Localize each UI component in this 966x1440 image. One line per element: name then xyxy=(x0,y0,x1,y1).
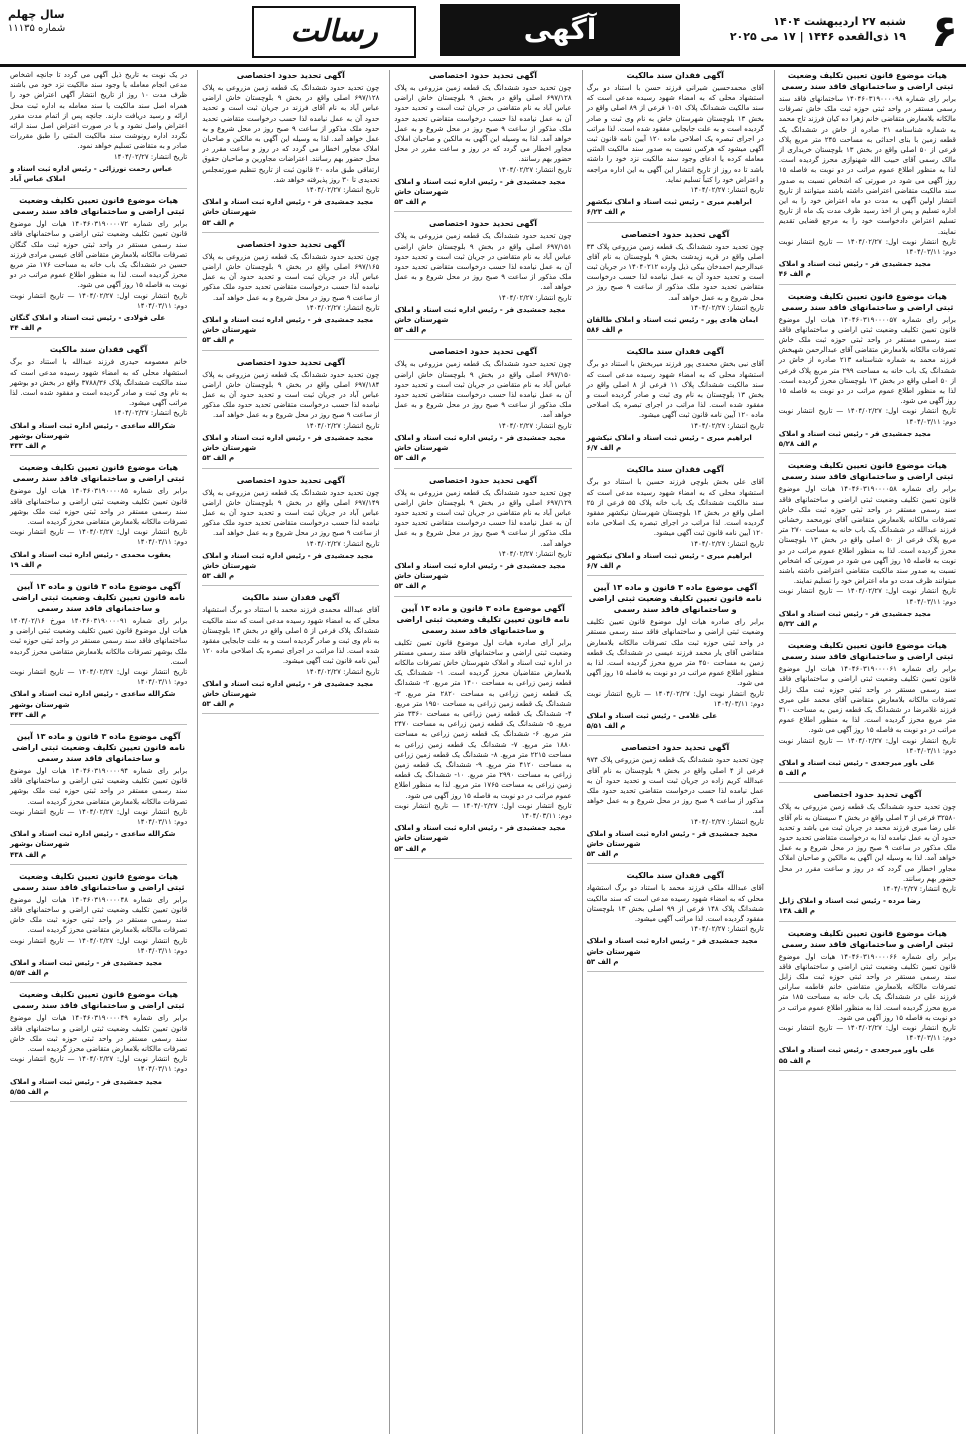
notice-title: هیات موضوع قانون تعیین تکلیف وضعیت ثبتی اراضی و ساختمانهای فاقد سند رسمی xyxy=(781,291,954,312)
notice-dates: تاریخ انتشار نوبت اول: ۱۴۰۴/۰۲/۲۷ — تاریخ انتشار نوبت دوم: ۱۴۰۴/۰۳/۱۱ xyxy=(9,291,188,310)
legal-notice xyxy=(202,239,379,351)
notice-signature: عباس رحمت نورزائی - رئیس اداره ثبت اسناد و املاک عباس آباد xyxy=(9,164,173,184)
notice-title: آگهی فقدان سند مالکیت xyxy=(49,345,148,355)
notice-title: هیات موضوع قانون تعیین تکلیف وضعیت ثبتی اراضی و ساختمانهای فاقد سند رسمی xyxy=(781,71,954,91)
notice-body: چون تحدید حدود ششدانگ یک قطعه زمین مزروعی به پلاک ۶۹۷/۱۲۸ اصلی واقع در بخش ۹ بلوچستان خاش اراضی عباس آباد به نام متقاضی در جریان ثبت است و تحدید حدود آن به عمل نیامده لذا حسب درخواست متقاضی تحدید حدود ملک مذکور از ساعت ۹ صبح روز در محل شروع و به عمل خواهد آمد. لذا به وسیله این آگهی به مالکین و صاحبان املاک مجاور اخطار می گردد که در روز و ساعت مقرر در محل حضور بهم رسانند. xyxy=(394,84,572,164)
notice-ref: م الف ۵۸۶ xyxy=(586,326,623,335)
notice-dates: تاریخ انتشار نوبت اول: ۱۴۰۴/۰۲/۲۷ — تاریخ انتشار نوبت دوم: ۱۴۰۴/۰۳/۱۱ xyxy=(9,1055,188,1074)
notice-body: برابر رای صادره هیات اول موضوع قانون تعیین تکلیف وضعیت ثبتی اراضی و ساختمانهای فاقد سند رسمی مستقر در واحد ثبتی حوزه ثبت ملک تصرفات مالکانه بلامعارض متقاضی آقای یار محمد فرزند عیسی در ششدانگ یک قطعه زمین به مساحت ۴۵۰ متر مربع محرز گردیده است. لذا به منظور اطلاع عموم مراتب در دو نوبت به فاصله ۱۵ روز آگهی می شود. xyxy=(586,618,764,688)
notice-ref: م الف ۵ xyxy=(778,769,807,778)
notice-dates: تاریخ انتشار: ۱۴۰۴/۰۲/۲۷ xyxy=(113,409,188,418)
notice-signature: مجید جمشیدی فر - رئیس اداره ثبت اسناد و املاک شهرستان خاش xyxy=(202,433,374,453)
date-persian: شنبه ۲۷ اردیبهشت ۱۴۰۴ xyxy=(773,15,906,28)
notice-title: آگهی تحدید حدود اختصاصی xyxy=(621,229,730,239)
legal-notice xyxy=(10,344,187,456)
legal-notice xyxy=(587,70,764,223)
legal-notice xyxy=(779,640,956,783)
legal-notice xyxy=(10,70,187,189)
notice-signature: ابراهیم میری - رئیس ثبت اسناد و املاک نیکشهر xyxy=(586,551,752,560)
notice-signature: مجید جمشیدی فر - رئیس اداره ثبت اسناد و املاک شهرستان خاش xyxy=(202,551,374,570)
legal-notice xyxy=(779,460,956,634)
notice-dates: تاریخ انتشار نوبت اول: ۱۴۰۴/۰۲/۲۷ — تاریخ انتشار نوبت دوم: ۱۴۰۴/۰۳/۱۱ xyxy=(9,667,188,687)
notice-body: برابر رای شماره ۱۴۰۴۶۰۳۱۹۰۰۰۰۵۷ هیات اول موضوع قانون تعیین تکلیف وضعیت ثبتی اراضی و ساختمانهای فاقد سند رسمی مستقر در واحد ثبتی حوزه ثبت ملک خاش تصرفات مالکانه بلامعارض متقاضی آقای عبدالرحمن شهبخش فرزند محمد به شماره شناسنامه ۲۱۳ صادره از خاش در ششدانگ یک باب خانه به مساحت ۲۹۹ متر مربع پلاک فرعی از ۵۰ اصلی واقع در بخش ۱۳ بلوچستان محرز گردیده است. لذا به منظور اطلاع عموم مراتب در دو نوبت به فاصله ۱۵ روز آگهی می شود. xyxy=(778,315,957,406)
notice-dates: تاریخ انتشار نوبت اول: ۱۴۰۴/۰۲/۲۷ — تاریخ انتشار نوبت دوم: ۱۴۰۴/۰۳/۱۱ xyxy=(778,736,957,755)
notice-signature: مجید جمشیدی فر - رئیس اداره ثبت اسناد و املاک شهرستان خاش xyxy=(394,824,566,843)
legal-notice xyxy=(202,592,379,714)
notice-ref: م الف ۵۳ xyxy=(202,572,235,581)
notice-signature: مجید جمشیدی فر - رئیس ثبت اسناد و املاک xyxy=(778,260,931,269)
notice-title: آگهی موضوع ماده ۳ قانون و ماده ۱۳ آیین نامه قانون تعیین تکلیف وضعیت ثبتی اراضی و ساختمانهای فاقد سند رسمی xyxy=(588,583,762,615)
notice-signature: یعقوب محمدی - رئیس اداره ثبت اسناد و املاک xyxy=(9,550,171,559)
notice-ref: م الف ۵/۳۲ xyxy=(778,619,818,628)
notice-body: برابر رای شماره ۱۴۰۴۶۰۳۱۹۰۰۰۰۹۱ مورخ ۱۴۰۴/۰۲/۱۶ هیات اول موضوع قانون تعیین تکلیف وضعیت ثبتی اراضی و ساختمانهای فاقد سند رسمی مستقر در واحد ثبتی حوزه ثبت ملک بوشهر تصرفات مالکانه بلامعارض متقاضی محرز گردیده است. xyxy=(9,616,188,666)
notice-dates: تاریخ انتشار: ۱۴۰۴/۰۲/۲۷ xyxy=(690,817,764,826)
date-other: ۱۹ ذی‌القعده ۱۴۴۶ | ۱۷ می ۲۰۲۵ xyxy=(729,30,906,43)
notice-title: آگهی تحدید حدود اختصاصی xyxy=(236,475,345,485)
notice-ref: م الف ۴۳۳ xyxy=(9,442,47,451)
notice-body: آقای نبی بخش محمدی پور فرزند میربخش با استناد دو برگ استشهاد محلی که به امضاء شهود رسیده مدعی است که سند مالکیت ششدانگ پلاک ۱۱ فرعی از ۸ اصلی واقع در بخش ۱۳ بلوچستان به نام وی ثبت و صادر گردیده است و مفقود شده است. لذا مراتب در اجرای تبصره یک اصلاحی ماده ۱۲۰ آیین نامه قانون ثبت آگهی میشود. xyxy=(586,360,764,420)
issue-info xyxy=(8,8,65,36)
notice-signature: مجید جمشیدی فر - رئیس اداره ثبت اسناد و املاک شهرستان خاش xyxy=(394,177,566,197)
legal-notice xyxy=(587,742,764,864)
notice-ref: م الف ۵۳ xyxy=(202,454,235,463)
notice-title: آگهی تحدید حدود اختصاصی xyxy=(621,743,730,753)
notice-ref: م الف ۵۳ xyxy=(202,218,235,227)
notice-title: آگهی فقدان سند مالکیت xyxy=(242,593,340,603)
notice-ref: م الف ۵۳ xyxy=(394,844,427,853)
notice-title: آگهی تحدید حدود اختصاصی xyxy=(236,71,345,80)
newspaper-logo: رسالت xyxy=(252,6,416,58)
notice-dates: تاریخ انتشار: ۱۴۰۴/۰۲/۲۷ xyxy=(498,549,572,558)
notice-column xyxy=(197,70,383,1434)
notice-ref: م الف ۴۴۳ xyxy=(9,710,47,719)
legal-notice xyxy=(10,462,187,575)
notice-ref: م الف ۴۳۸ xyxy=(9,850,47,859)
legal-notice xyxy=(10,195,187,338)
notice-signature: علی یاور میرجعدی - رئیس ثبت اسناد و املاک xyxy=(778,1046,935,1055)
notice-body: چون تحدید حدود ششدانگ یک قطعه زمین مزروعی به پلاک ۳۲۵۸۰ فرعی از ۳ اصلی واقع در بخش ۳ سیستان به نام آقای علی رضا میری فرزند محمد در جریان ثبت می باشد و تحدید حدود آن به عمل نیامده لذا به درخواست متقاضی تحدید حدود ملک مذکور در ساعت ۹ صبح روز در محل شروع و به عمل خواهد آمد. لذا به وسیله این آگهی به مالکین و صاحبان املاک مجاور اخطار می گردد که در روز و ساعت مقرر در محل حضور بهم رسانند. xyxy=(778,803,956,883)
notice-body: برابر رای شماره ۱۴۰۴۶۰۳۱۹۰۰۰۰۴۹ هیات اول موضوع قانون تعیین تکلیف وضعیت ثبتی اراضی و ساختمانهای فاقد سند رسمی مستقر در واحد ثبتی حوزه ثبت ملک خاش تصرفات مالکانه بلامعارض متقاضی محرز گردیده است. xyxy=(9,1014,188,1054)
notice-columns xyxy=(6,70,960,1434)
notice-ref: م الف ۵۳ xyxy=(394,454,427,463)
notice-dates: تاریخ انتشار: ۱۴۰۴/۰۲/۲۷ xyxy=(690,539,764,548)
legal-notice xyxy=(202,70,379,233)
notice-body: برابر رای شماره ۱۴۰۴۶۰۳۱۹۰۰۰۰۵۸ هیات اول موضوع قانون تعیین تکلیف وضعیت ثبتی اراضی و ساختمانهای فاقد سند رسمی مستقر در واحد ثبتی حوزه ثبت ملک خاش تصرفات مالکانه بلامعارض متقاضی آقای نورمحمد رخشانی فرزند عبدالله در ششدانگ یک باب خانه به مساحت ۲۷۰ متر مربع پلاک فرعی از ۵۰ اصلی واقع در بخش ۱۳ بلوچستان محرز گردیده است. لذا به منظور اطلاع عموم مراتب در دو نوبت به فاصله ۱۵ روز آگهی می شود در صورتی که اشخاص نسبت به صدور سند مالکیت متقاضی اعتراضی داشته باشند میتوانند ظرف مدت دو ماه اعتراض خود را تسلیم نمایند. xyxy=(778,485,956,586)
notice-ref: م الف ۶/۷ xyxy=(586,561,622,570)
notice-signature: علی غلامی - رئیس ثبت اسناد و املاک xyxy=(586,711,718,720)
legal-notice xyxy=(394,603,571,859)
notice-body: آقای علی بخش بلوچی فرزند حسین با استناد دو برگ استشهاد محلی که به امضاء شهود رسیده مدعی است که سند مالکیت ششدانگ یک باب خانه پلاک ۵۵ فرعی از ۲۵ اصلی واقع در بخش ۱۳ بلوچستان شهرستان نیکشهر مفقود گردیده است. لذا مراتب در اجرای تبصره یک اصلاحی ماده ۱۲۰ آیین نامه قانون ثبت آگهی میشود. xyxy=(586,478,764,538)
legal-notice xyxy=(10,581,187,725)
header-dates xyxy=(730,14,906,44)
notice-dates: تاریخ انتشار: ۱۴۰۴/۰۲/۲۷ xyxy=(690,303,764,312)
legal-notice xyxy=(394,475,571,597)
notice-dates: تاریخ انتشار: ۱۴۰۴/۰۲/۲۷ xyxy=(498,293,572,302)
notice-title: هیات موضوع قانون تعیین تکلیف وضعیت ثبتی اراضی و ساختمانهای فاقد سند رسمی xyxy=(781,461,954,482)
legal-notice xyxy=(10,731,187,865)
notice-signature: ابراهیم میری - رئیس ثبت اسناد و املاک نیکشهر xyxy=(586,433,752,442)
notice-signature: ایمان هادی پور - رئیس ثبت اسناد و املاک طالقان xyxy=(586,316,759,325)
notice-dates: تاریخ انتشار نوبت اول: ۱۴۰۴/۰۲/۲۷ — تاریخ انتشار نوبت دوم: ۱۴۰۴/۰۳/۱۱ xyxy=(9,807,188,826)
notice-body: چون تحدید حدود ششدانگ یک قطعه زمین مزروعی به پلاک ۶۹۷/۱۲۸ اصلی واقع در بخش ۹ بلوچستان خاش اراضی عباس آباد به نام آقای فرزند در جریان ثبت است و تحدید حدود آن به عمل نیامده لذا حسب درخواست متقاضی تحدید حدود ملک مذکور از ساعت ۹ صبح روز در محل شروع و به عمل خواهد آمد. لذا به وسیله این آگهی به مالکین و صاحبان املاک مجاور اخطار می گردد که در روز و ساعت مقرر در محل حضور بهم رسانند. اعتراضات مجاورین و صاحبان حقوق ارتفاقی طبق ماده ۲۰ قانون ثبت از تاریخ تنظیم صورتمجلس تحدیدی تا ۳۰ روز پذیرفته خواهد شد. xyxy=(202,84,380,184)
notice-ref: م الف ۵/۵۴ xyxy=(9,969,49,978)
notice-ref: م الف ۵۵ xyxy=(778,1056,811,1065)
notice-signature: مجید جمشیدی فر - رئیس اداره ثبت اسناد و املاک شهرستان خاش xyxy=(394,561,566,581)
notice-dates: تاریخ انتشار: ۱۴۰۴/۰۲/۲۷ xyxy=(498,165,572,174)
notice-body: چون تحدید حدود ششدانگ یک قطعه زمین مزروعی به پلاک ۶۹۷/۱۸۴ اصلی واقع در بخش ۹ بلوچستان خاش اراضی عباس آباد در جریان ثبت است و تحدید حدود آن به عمل نیامده لذا حسب درخواست متقاضی تحدید حدود ملک مذکور از ساعت ۹ صبح روز در محل شروع و به عمل خواهد آمد. xyxy=(202,370,380,420)
notice-ref: م الف ۵۳ xyxy=(394,198,427,207)
notice-dates: تاریخ انتشار: ۱۴۰۴/۰۲/۲۷ xyxy=(306,303,380,312)
notice-dates: تاریخ انتشار: ۱۴۰۴/۰۲/۲۷ xyxy=(306,539,380,548)
legal-notice xyxy=(779,70,956,285)
notice-title: آگهی تحدید حدود اختصاصی xyxy=(236,239,345,249)
notice-dates: تاریخ انتشار نوبت اول: ۱۴۰۴/۰۲/۲۷ — تاریخ انتشار نوبت دوم: ۱۴۰۴/۰۳/۱۱ xyxy=(586,689,764,708)
notice-dates: تاریخ انتشار نوبت اول: ۱۴۰۴/۰۲/۲۷ — تاریخ انتشار نوبت دوم: ۱۴۰۴/۰۳/۱۱ xyxy=(778,587,957,606)
legal-notice xyxy=(202,357,379,469)
notice-signature: مجید جمشیدی فر - رئیس ثبت اسناد و املاک xyxy=(9,959,163,967)
legal-notice xyxy=(779,291,956,455)
notice-dates: تاریخ انتشار نوبت اول: ۱۴۰۴/۰۲/۲۷ — تاریخ انتشار نوبت دوم: ۱۴۰۴/۰۳/۱۱ xyxy=(778,237,957,257)
notice-ref: م الف ۶/۷ xyxy=(586,444,622,453)
notice-body: چون تحدید حدود ششدانگ یک قطعه زمین مزروعی به پلاک ۶۹۷/۱۵۱ اصلی واقع در بخش ۹ بلوچستان خاش اراضی عباس آباد به نام متقاضی در جریان ثبت است و تحدید حدود آن به عمل نیامده لذا حسب درخواست متقاضی تحدید حدود ملک مذکور از ساعت ۹ صبح روز در محل شروع و به عمل خواهد آمد. xyxy=(394,232,572,292)
notice-title: آگهی موضوع ماده ۳ قانون و ماده ۱۳ آیین نامه قانون تعیین تکلیف وضعیت ثبتی اراضی و ساختمانهای فاقد سند رسمی xyxy=(12,731,186,763)
notice-dates: تاریخ انتشار: ۱۴۰۴/۰۲/۲۷ xyxy=(690,186,764,195)
notice-ref: م الف ۶/۲۳ xyxy=(586,208,626,217)
notice-signature: مجید جمشیدی فر - رئیس اداره ثبت اسناد و املاک شهرستان خاش xyxy=(586,937,758,956)
notice-column xyxy=(582,70,768,1434)
notice-title: هیات موضوع قانون تعیین تکلیف وضعیت ثبتی اراضی و ساختمانهای فاقد سند رسمی xyxy=(12,463,185,484)
notice-dates: تاریخ انتشار نوبت اول: ۱۴۰۴/۰۲/۲۷ — تاریخ انتشار نوبت دوم: ۱۴۰۴/۰۳/۱۱ xyxy=(778,407,957,426)
notice-column xyxy=(774,70,960,1434)
notice-body: برابر رای شماره ۱۴۰۴۶۰۳۱۹۰۰۰۰۸۵ هیات اول موضوع قانون تعیین تکلیف وضعیت ثبتی اراضی و ساختمانهای فاقد سند رسمی مستقر در واحد ثبتی حوزه ثبت ملک بوشهر تصرفات مالکانه بلامعارض متقاضی محرز گردیده است. xyxy=(9,487,188,526)
notice-dates: تاریخ انتشار: ۱۴۰۴/۰۲/۲۷ xyxy=(306,186,380,195)
notice-body: آقای عبدالله ملکی فرزند محمد با استناد دو برگ استشهاد محلی که به امضاء شهود رسیده مدعی است که سند مالکیت ششدانگ پلاک ۱۴۸ فرعی از ۹۹ اصلی بخش ۱۳ بلوچستان مفقود گردیده است. لذا مراتب آگهی میشود. xyxy=(586,884,764,923)
notice-column xyxy=(389,70,575,1434)
notice-signature: علی فولادی - رئیس ثبت اسناد و املاک گنگان xyxy=(9,314,166,323)
notice-dates: تاریخ انتشار نوبت اول: ۱۴۰۴/۰۲/۲۷ — تاریخ انتشار نوبت دوم: ۱۴۰۴/۰۳/۱۱ xyxy=(394,801,572,820)
notice-body: خانم معصومه حیدری فرزند عبدالله با استناد دو برگ استشهاد محلی که به امضاء شهود رسیده مدعی است که سند مالکیت ششدانگ پلاک ۳۷۸۸/۳۶ واقع در بخش دو بوشهر به نام وی ثبت و صادر گردیده است و مفقود شده است. لذا مراتب آگهی میشود. xyxy=(9,358,188,408)
notice-body: چون تحدید حدود ششدانگ یک قطعه زمین مزروعی به پلاک ۶۹۷/۱۵۰ اصلی واقع در بخش ۹ بلوچستان خاش اراضی عباس آباد به نام متقاضی در جریان ثبت است و تحدید حدود آن به عمل نیامده لذا حسب درخواست متقاضی تحدید حدود ملک مذکور از ساعت ۹ صبح روز در محل شروع و به عمل خواهد آمد. xyxy=(394,360,572,420)
notice-ref: م الف ۱۳۸ xyxy=(778,907,815,916)
notice-signature: علی یاور میرجعدی - رئیس ثبت اسناد و املاک xyxy=(778,758,935,767)
notice-ref: م الف ۵/۵۵ xyxy=(9,1087,49,1096)
notice-dates: تاریخ انتشار: ۱۴۰۴/۰۲/۲۷ xyxy=(113,152,188,161)
notice-body: برابر رای شماره ۱۴۰۴۶۰۳۱۹۰۰۰۰۶۶ هیات اول موضوع قانون تعیین تکلیف وضعیت ثبتی اراضی و ساختمانهای فاقد سند رسمی مستقر در واحد ثبتی حوزه ثبت ملک زابل تصرفات مالکانه بلامعارض متقاضی خانم فاطمه سارانی فرزند علی در ششدانگ یک باب خانه به مساحت ۱۸۵ متر مربع محرز گردیده است. لذا به منظور اطلاع عموم مراتب در دو نوبت به فاصله ۱۵ روز آگهی می شود. xyxy=(778,952,956,1022)
notice-ref: م الف ۵۳ xyxy=(202,700,235,709)
legal-notice xyxy=(587,464,764,576)
notice-body: آقای عبدالله محمدی فرزند محمد با استناد دو برگ استشهاد محلی که به امضاء شهود رسیده مدعی است که سند مالکیت ششدانگ پلاک فرعی از ۵ اصلی واقع در بخش ۱۳ بلوچستان به نام وی ثبت و صادر گردیده است و به علت جابجایی مفقود شده است. لذا مراتب در اجرای تبصره یک اصلاحی ماده ۱۲۰ آیین نامه قانون ثبت آگهی میشود. xyxy=(202,606,380,666)
notice-dates: تاریخ انتشار: ۱۴۰۴/۰۲/۲۷ xyxy=(690,421,764,430)
section-title: آگهی xyxy=(440,4,680,56)
notice-body: چون تحدید حدود ششدانگ یک قطعه زمین مزروعی پلاک ۳۳ اصلی واقع در قریه زیدشت بخش ۹ بلوچستان به نام آقای عبدالرحیم احمدخان بیکی ذیل وارده ۱۴۰۴۰۲۱۲ در جریان ثبت است و تحدید حدود آن به عمل نیامده لذا حسب درخواست متقاضی تحدید حدود ملک مذکور از ساعت ۹ صبح روز در محل شروع و به عمل خواهد آمد. xyxy=(586,242,764,302)
notice-title: آگهی تحدید حدود اختصاصی xyxy=(813,790,922,800)
notice-title: آگهی تحدید حدود اختصاصی xyxy=(428,347,538,357)
legal-notice xyxy=(394,346,571,468)
notice-dates: تاریخ انتشار: ۱۴۰۴/۰۲/۲۷ xyxy=(306,667,380,676)
notice-body: چون تحدید حدود ششدانگ یک قطعه زمین مزروعی به پلاک ۶۹۷/۱۶۵ اصلی واقع در بخش ۹ بلوچستان خاش اراضی عباس آباد در جریان ثبت است و تحدید حدود آن به عمل نیامده لذا حسب درخواست متقاضی تحدید حدود ملک مذکور از ساعت ۹ صبح روز در محل شروع و به عمل خواهد آمد. xyxy=(202,252,380,302)
legal-notice xyxy=(10,989,187,1102)
notice-ref: م الف ۵۳ xyxy=(586,850,619,859)
notice-body: برابر آرای صادره هیات اول موضوع قانون تعیین تکلیف وضعیت ثبتی اراضی و ساختمانهای فاقد سند رسمی مستقر در اداره ثبت اسناد و املاک شهرستان خاش تصرفات مالکانه بلامعارض متقاضیان محرز گردیده است. ۱- ششدانگ یک قطعه زمین زراعی به مساحت ۱۴۰۰ متر مربع. ۲- ششدانگ یک قطعه زمین زراعی به مساحت ۲۸۲۰ متر مربع. ۳- ششدانگ یک قطعه زمین زراعی به مساحت ۱۹۵۰ متر مربع. ۴- ششدانگ یک قطعه زمین زراعی به مساحت ۳۳۶۰ متر مربع. ۵- ششدانگ یک قطعه زمین زراعی به مساحت ۲۴۷۰ متر مربع. ۶- ششدانگ یک قطعه زمین زراعی به مساحت ۱۸۸۰ متر مربع. ۷- ششدانگ یک قطعه زمین زراعی به مساحت ۲۲۱۵ متر مربع. ۸- ششدانگ یک قطعه زمین زراعی به مساحت ۴۱۲۰ متر مربع. ۹- ششدانگ یک قطعه زمین زراعی به مساحت ۲۹۹۰ متر مربع. ۱۰- ششدانگ یک قطعه زمین زراعی به مساحت ۱۷۶۵ متر مربع. لذا به منظور اطلاع عموم مراتب در دو نوبت به فاصله ۱۵ روز آگهی می شود. xyxy=(394,638,572,800)
notice-signature: مجید جمشیدی فر - رئیس اداره ثبت اسناد و املاک شهرستان خاش xyxy=(202,679,374,698)
notice-column xyxy=(6,70,191,1434)
notice-signature: شکرالله ساعدی - رئیس اداره ثبت اسناد و املاک شهرستان بوشهر xyxy=(9,830,176,849)
notice-title: آگهی تحدید حدود اختصاصی xyxy=(428,475,538,485)
notice-ref: م الف ۱۹ xyxy=(9,560,42,569)
notice-dates: تاریخ انتشار: ۱۴۰۴/۰۲/۲۷ xyxy=(498,421,572,430)
notice-ref: م الف ۵۳ xyxy=(586,957,619,966)
page-number: ۶ xyxy=(931,6,958,57)
notice-ref: م الف ۵/۵۱ xyxy=(586,722,626,731)
notice-ref: م الف ۵۳ xyxy=(394,582,427,591)
legal-notice xyxy=(587,346,764,458)
notice-title: آگهی تحدید حدود اختصاصی xyxy=(428,71,538,80)
notice-dates: تاریخ انتشار نوبت اول: ۱۴۰۴/۰۲/۲۷ — تاریخ انتشار نوبت دوم: ۱۴۰۴/۰۳/۱۱ xyxy=(778,1024,957,1043)
legal-notice xyxy=(394,218,571,340)
notice-title: آگهی فقدان سند مالکیت xyxy=(626,347,724,357)
notice-ref: م الف ۵/۲۸ xyxy=(778,440,818,449)
notice-signature: مجید جمشیدی فر - رئیس اداره ثبت اسناد و املاک شهرستان خاش xyxy=(202,316,374,335)
notice-signature: شکرالله ساعدی - رئیس اداره ثبت اسناد و املاک شهرستان بوشهر xyxy=(9,690,176,709)
notice-body: برابر رای شماره ۱۴۰۴۶۰۳۱۹۰۰۰۰۴۸ هیات اول موضوع قانون تعیین تکلیف وضعیت ثبتی اراضی و ساختمانهای فاقد سند رسمی مستقر در واحد ثبتی حوزه ثبت ملک خاش تصرفات مالکانه بلامعارض متقاضی محرز گردیده است. xyxy=(9,895,188,935)
notice-title: آگهی تحدید حدود اختصاصی xyxy=(236,357,345,367)
notice-signature: مجید جمشیدی فر - رئیس اداره ثبت اسناد و املاک شهرستان خاش xyxy=(202,198,374,217)
notice-signature: مجید جمشیدی فر - رئیس اداره ثبت اسناد و املاک شهرستان خاش xyxy=(394,305,566,325)
notice-title: هیات موضوع قانون تعیین تکلیف وضعیت ثبتی اراضی و ساختمانهای فاقد سند رسمی xyxy=(781,641,954,662)
notice-signature: مجید جمشیدی فر - رئیس اداره ثبت اسناد و املاک شهرستان خاش xyxy=(394,433,566,453)
legal-notice xyxy=(587,229,764,341)
notice-title: آگهی موضوع ماده ۳ قانون و ماده ۱۳ آیین نامه قانون تعیین تکلیف وضعیت ثبتی اراضی و ساختمانهای فاقد سند رسمی xyxy=(12,581,186,613)
issue-number: شماره ۱۱۱۳۵ xyxy=(8,23,66,34)
notice-title: آگهی فقدان سند مالکیت xyxy=(626,465,724,475)
notice-title: آگهی فقدان سند مالکیت xyxy=(626,871,724,881)
notice-dates: تاریخ انتشار نوبت اول: ۱۴۰۴/۰۲/۲۷ — تاریخ انتشار نوبت دوم: ۱۴۰۴/۰۳/۱۱ xyxy=(9,528,188,547)
legal-notice xyxy=(10,871,187,984)
notice-title: هیات موضوع قانون تعیین تکلیف وضعیت ثبتی اراضی و ساختمانهای فاقد سند رسمی xyxy=(12,871,185,892)
notice-body: برابر رای شماره ۱۴۰۴۶۰۳۱۹۰۰۰۰۷۲ هیات اول موضوع قانون تعیین تکلیف وضعیت ثبتی اراضی و ساختمانهای فاقد سند رسمی مستقر در واحد ثبتی حوزه ثبت ملک گنگان تصرفات مالکانه بلامعارض متقاضی آقای عیسی مرادی فرزند حسین در ششدانگ یک باب خانه به مساحت ۱۷۶ متر مربع محرز گردیده است. لذا به منظور اطلاع عموم مراتب در دو نوبت به فاصله ۱۵ روز آگهی می شود. xyxy=(9,220,188,290)
notice-body: چون تحدید حدود ششدانگ یک قطعه زمین مزروعی به پلاک ۶۹۷/۱۲۹ اصلی واقع در بخش ۹ بلوچستان خاش اراضی عباس آباد به نام متقاضی در جریان ثبت است و تحدید حدود آن به عمل نیامده لذا حسب درخواست متقاضی تحدید حدود ملک مذکور از ساعت ۹ صبح روز در محل شروع و به عمل خواهد آمد. xyxy=(394,488,572,548)
notice-dates: تاریخ انتشار نوبت اول: ۱۴۰۴/۰۲/۲۷ — تاریخ انتشار نوبت دوم: ۱۴۰۴/۰۳/۱۱ xyxy=(9,936,188,955)
notice-ref: م الف ۴۶ xyxy=(778,270,811,279)
notice-title: هیات موضوع قانون تعیین تکلیف وضعیت ثبتی اراضی و ساختمانهای فاقد سند رسمی xyxy=(12,990,185,1011)
notice-body: برابر رای شماره ۱۴۰۴۶۰۳۱۹۰۰۰۰۹۴ هیات اول موضوع قانون تعیین تکلیف وضعیت ثبتی اراضی و ساختمانهای فاقد سند رسمی مستقر در واحد ثبتی حوزه ثبت ملک بوشهر تصرفات مالکانه بلامعارض متقاضی محرز گردیده است. xyxy=(9,766,188,806)
notice-title: هیات موضوع قانون تعیین تکلیف وضعیت ثبتی اراضی و ساختمانهای فاقد سند رسمی xyxy=(781,928,954,949)
legal-notice xyxy=(202,475,379,587)
notice-signature: رضا مرده - رئیس ثبت اسناد و املاک زابل xyxy=(778,897,921,906)
notice-signature: مجید جمشیدی فر - رئیس اداره ثبت اسناد و املاک شهرستان خاش xyxy=(586,829,758,848)
legal-notice xyxy=(779,789,956,921)
legal-notice xyxy=(587,870,764,972)
notice-body: در یک نوبت به تاریخ ذیل آگهی می گردد تا جانچه اشخاص مدعی انجام معامله یا وجود سند مالکیت نزد خود می باشند ظرف مدت ۱۰ روز از تاریخ انتشار آگهی اعتراض خود را همراه اصل سند مالکیت یا سند معامله به اداره ثبت محل ارائه و رسید دریافت دارند. جانچه پس از اتمام مدت مقرر اعتراض واصل نشود و یا در صورت اعتراض اصل سند ارائه نگردد اداره رونوشت سند مالکیت المثنی را طبق مقررات صادر و به متقاضی تسلیم خواهد نمود. xyxy=(9,71,188,151)
notice-title: آگهی موضوع ماده ۳ قانون و ماده ۱۳ آیین نامه قانون تعیین تکلیف وضعیت ثبتی اراضی و ساختمانهای فاقد سند رسمی xyxy=(396,603,570,635)
issue-year: سال چهلم xyxy=(8,8,65,21)
notice-dates: تاریخ انتشار: ۱۴۰۴/۰۲/۲۷ xyxy=(306,421,380,430)
legal-notice xyxy=(779,928,956,1071)
notice-body: برابر رای شماره ۱۴۰۴۶۰۳۱۹۰۰۰۰۹۸ ساختمانهای فاقد سند رسمی مستقر در واحد ثبتی حوزه ثبت ملک خاش تصرفات مالکانه بلامعارض متقاضی خانم زهرا ده کیان فرزند تاج محمد به شماره شناسنامه ۲۱ صادره از خاش در ششدانگ یک قطعه زمین با بنای احداثی به مساحت ۲۴۵ متر مربع پلاک فرعی از ۵۰ اصلی واقع در بخش ۱۳ بلوچستان خریداری از مالک رسمی آقای حبیب الله شهنوازی محرز گردیده است. لذا به منظور اطلاع عموم مراتب در دو نوبت به فاصله ۱۵ روز آگهی می شود در صورتی که اشخاص نسبت به صدور سند مالکیت متقاضی اعتراضی داشته باشند میتوانند از تاریخ انتشار اولین آگهی به مدت دو ماه اعتراض خود را به این اداره تسلیم و پس از اخذ رسید ظرف مدت یک ماه از تاریخ تسلیم اعتراض دادخواست خود را به مرجع قضایی تقدیم نمایند. xyxy=(778,95,957,236)
page-header xyxy=(0,0,966,67)
notice-signature: مجید جمشیدی فر - رئیس ثبت اسناد و املاک xyxy=(778,609,931,618)
notice-dates: تاریخ انتشار: ۱۴۰۴/۰۲/۲۷ xyxy=(690,925,764,934)
notice-body: چون تحدید حدود ششدانگ یک قطعه زمین مزروعی پلاک ۹۷۴ فرعی از ۴ اصلی واقع در بخش ۹ بلوچستان به نام آقای عبدالله کریم زاده در جریان ثبت است و تحدید حدود آن به عمل نیامده لذا حسب درخواست متقاضی تحدید حدود ملک مذکور از ساعت ۹ صبح روز در محل شروع و به عمل خواهد آمد. xyxy=(586,756,764,816)
notice-dates: تاریخ انتشار: ۱۴۰۴/۰۲/۲۷ xyxy=(882,885,956,893)
notice-signature: مجید جمشیدی فر - رئیس ثبت اسناد و املاک xyxy=(9,1077,163,1086)
legal-notice xyxy=(587,582,764,736)
notice-ref: م الف ۵۳ xyxy=(394,326,427,335)
notice-ref: م الف ۴۴ xyxy=(9,324,42,333)
notice-signature: ابراهیم میری - رئیس ثبت اسناد و املاک نیکشهر xyxy=(586,198,752,207)
notice-title: آگهی تحدید حدود اختصاصی xyxy=(428,219,538,229)
notice-body: برابر رای شماره ۱۴۰۴۶۰۳۱۹۰۰۰۰۶۱ هیات اول موضوع قانون تعیین تکلیف وضعیت ثبتی اراضی و ساختمانهای فاقد سند رسمی مستقر در واحد ثبتی حوزه ثبت ملک زابل تصرفات مالکانه بلامعارض متقاضی آقای محمد علی میری فرزند غلامرضا در ششدانگ یک قطعه زمین به مساحت ۳۱۰ متر مربع محرز گردیده است. لذا به منظور اطلاع عموم مراتب در دو نوبت به فاصله ۱۵ روز آگهی می شود. xyxy=(778,665,956,735)
notice-title: هیات موضوع قانون تعیین تکلیف وضعیت ثبتی اراضی و ساختمانهای فاقد سند رسمی xyxy=(12,196,185,217)
notice-body: چون تحدید حدود ششدانگ یک قطعه زمین مزروعی به پلاک ۶۹۷/۱۴۹ اصلی واقع در بخش ۹ بلوچستان خاش اراضی عباس آباد در جریان ثبت است و تحدید حدود آن به عمل نیامده لذا حسب درخواست متقاضی تحدید حدود ملک مذکور از ساعت ۹ صبح روز در محل شروع و به عمل خواهد آمد. xyxy=(202,488,380,538)
notice-title: آگهی فقدان سند مالکیت xyxy=(626,71,724,80)
notice-signature: شکرالله ساعدی - رئیس اداره ثبت اسناد و املاک شهرستان بوشهر xyxy=(9,421,176,440)
notice-body: آقای محمدحسین شیرانی فرزند حسن با استناد دو برگ استشهاد محلی که به امضاء شهود رسیده مدعی است که سند مالکیت ششدانگ پلاک ۱۰۵۱ فرعی از ۸۹ اصلی واقع در بخش ۱۳ بلوچستان شهرستان خاش به نام وی ثبت و صادر گردیده است و به علت جابجایی مفقود شده است. لذا مراتب در اجرای تبصره یک اصلاحی ماده ۱۲۰ آیین نامه قانون ثبت آگهی میشود که هرکس نسبت به صدور سند مالکیت المثنی معامله کرده یا ادعای وجود سند مالکیت نزد خود را داشته باشد تا ده روز از تاریخ انتشار این آگهی به این اداره مراجعه و اعتراض خود را کتباً تسلیم نماید. xyxy=(586,84,764,184)
notice-signature: مجید جمشیدی فر - رئیس ثبت اسناد و املاک xyxy=(778,429,931,438)
notice-ref: م الف ۵۳ xyxy=(202,336,235,345)
legal-notice xyxy=(394,70,571,212)
